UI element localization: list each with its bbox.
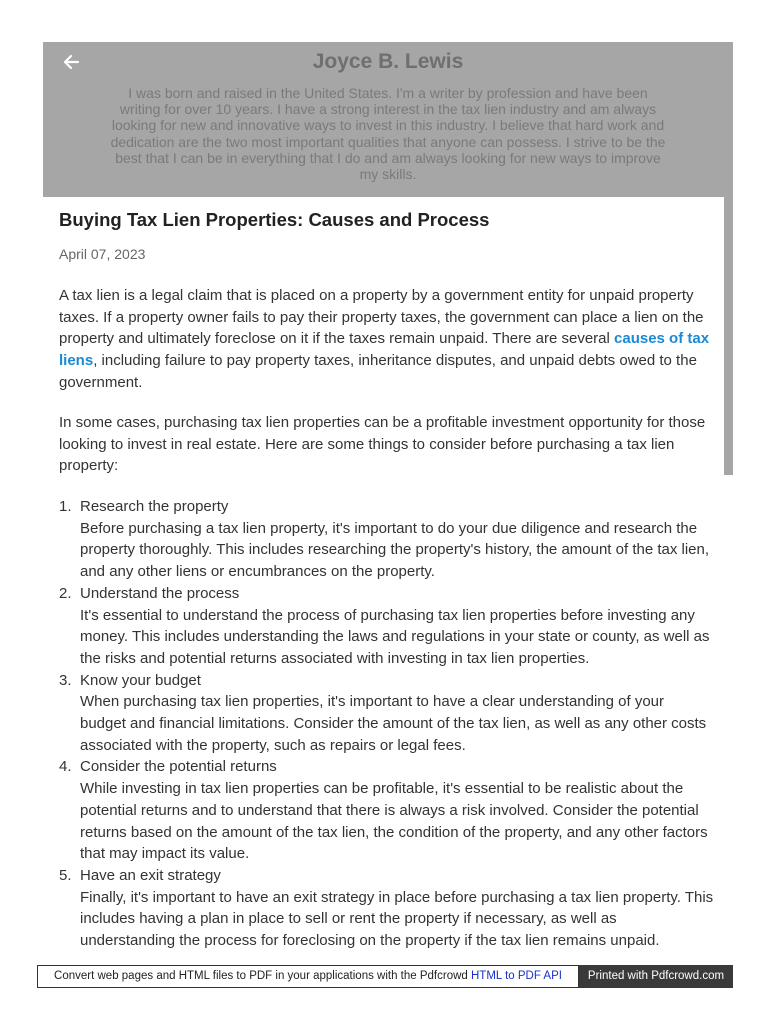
paragraph-intro — [59, 285, 714, 394]
causes-of-tax-liens-link[interactable]: causes of tax liens — [59, 330, 710, 370]
pdfcrowd-convert-banner — [37, 965, 579, 988]
html-to-pdf-api-link[interactable]: HTML to PDF API — [471, 970, 562, 982]
list-item-body: Before purchasing a tax lien property, it's important to do your due diligence and research the property thoroughly. This includes researching the property's history, the amount of the tax lien, and any other liens or encumbrances on the property. — [80, 519, 710, 581]
author-header — [43, 42, 733, 197]
author-name: Joyce B. Lewis — [312, 50, 464, 73]
list-number: 5. — [59, 866, 72, 884]
list-number: 2. — [59, 584, 72, 602]
paragraph-text: , including failure to pay property taxes, inheritance disputes, and unpaid debts owed to the government. — [59, 352, 697, 391]
list-item-heading: Research the property — [80, 498, 229, 515]
paragraph-text: A tax lien is a legal claim that is placed on a property by a government entity for unpaid property taxes. If a property owner fails to pay their property taxes, the government can place a lien on the property and ultimately foreclose on it if the taxes remain unpaid. There are several — [59, 287, 704, 348]
list-item-body: While investing in tax lien properties can be profitable, it's essential to be realistic about the potential returns and to understand that there is always a risk involved. Consider the potential returns based on the amount of the tax lien, the condition of the property, and any other factors that may impact its value. — [80, 780, 708, 863]
article — [59, 208, 714, 950]
list-item-body: When purchasing tax lien properties, it's important to have a clear understanding of your budget and financial limitations. Consider the amount of the tax lien, as well as any other costs associated with the property, such as repairs or legal fees. — [80, 693, 707, 754]
list-item — [59, 865, 714, 952]
author-bio: I was born and raised in the United States. I'm a writer by profession and have been writing for over 10 years. I have a strong interest in the tax lien industry and am always looking for new and innovative ways to invest in this industry. I believe that hard work and dedication are the two most important qualities that anyone can possess. I strive to be the best that I can be in everything that I do and am always looking for new ways to improve my skills. — [110, 85, 666, 183]
list-number: 3. — [59, 671, 72, 689]
article-title: Buying Tax Lien Properties: Causes and Process — [59, 209, 490, 230]
list-item-body: It's essential to understand the process of purchasing tax lien properties before investing any money. This includes understanding the laws and regulations in your state or county, as well as the risks and potential returns associated with investing in tax lien properties. — [80, 606, 710, 667]
paragraph-consider: In some cases, purchasing tax lien properties can be a profitable investment opportunity for those looking to invest in real estate. Here are some things to consider before purchasing a tax lien property: — [59, 414, 706, 475]
article-date: April 07, 2023 — [59, 246, 146, 262]
convert-text: Convert web pages and HTML files to PDF in your applications with the Pdfcrowd — [54, 970, 471, 982]
scrollbar[interactable] — [724, 197, 733, 475]
list-item-body: Finally, it's important to have an exit strategy in place before purchasing a tax lien property. This includes having a plan in place to sell or rent the property if necessary, as well as understanding the process for foreclosing on the property if the tax lien remains unpaid. — [80, 888, 714, 950]
printed-with-badge[interactable]: Printed with Pdfcrowd.com — [579, 965, 733, 988]
list-item — [59, 496, 714, 583]
list-item — [59, 670, 714, 757]
list-item-heading: Have an exit strategy — [80, 866, 221, 884]
list-item-heading: Consider the potential returns — [80, 758, 277, 776]
list-number: 4. — [59, 758, 72, 776]
list-item-heading: Understand the process — [80, 584, 240, 602]
list-item-heading: Know your budget — [80, 671, 201, 689]
list-number: 1. — [59, 498, 72, 515]
considerations-list — [59, 496, 714, 952]
list-item — [59, 583, 714, 670]
list-item — [59, 756, 714, 865]
